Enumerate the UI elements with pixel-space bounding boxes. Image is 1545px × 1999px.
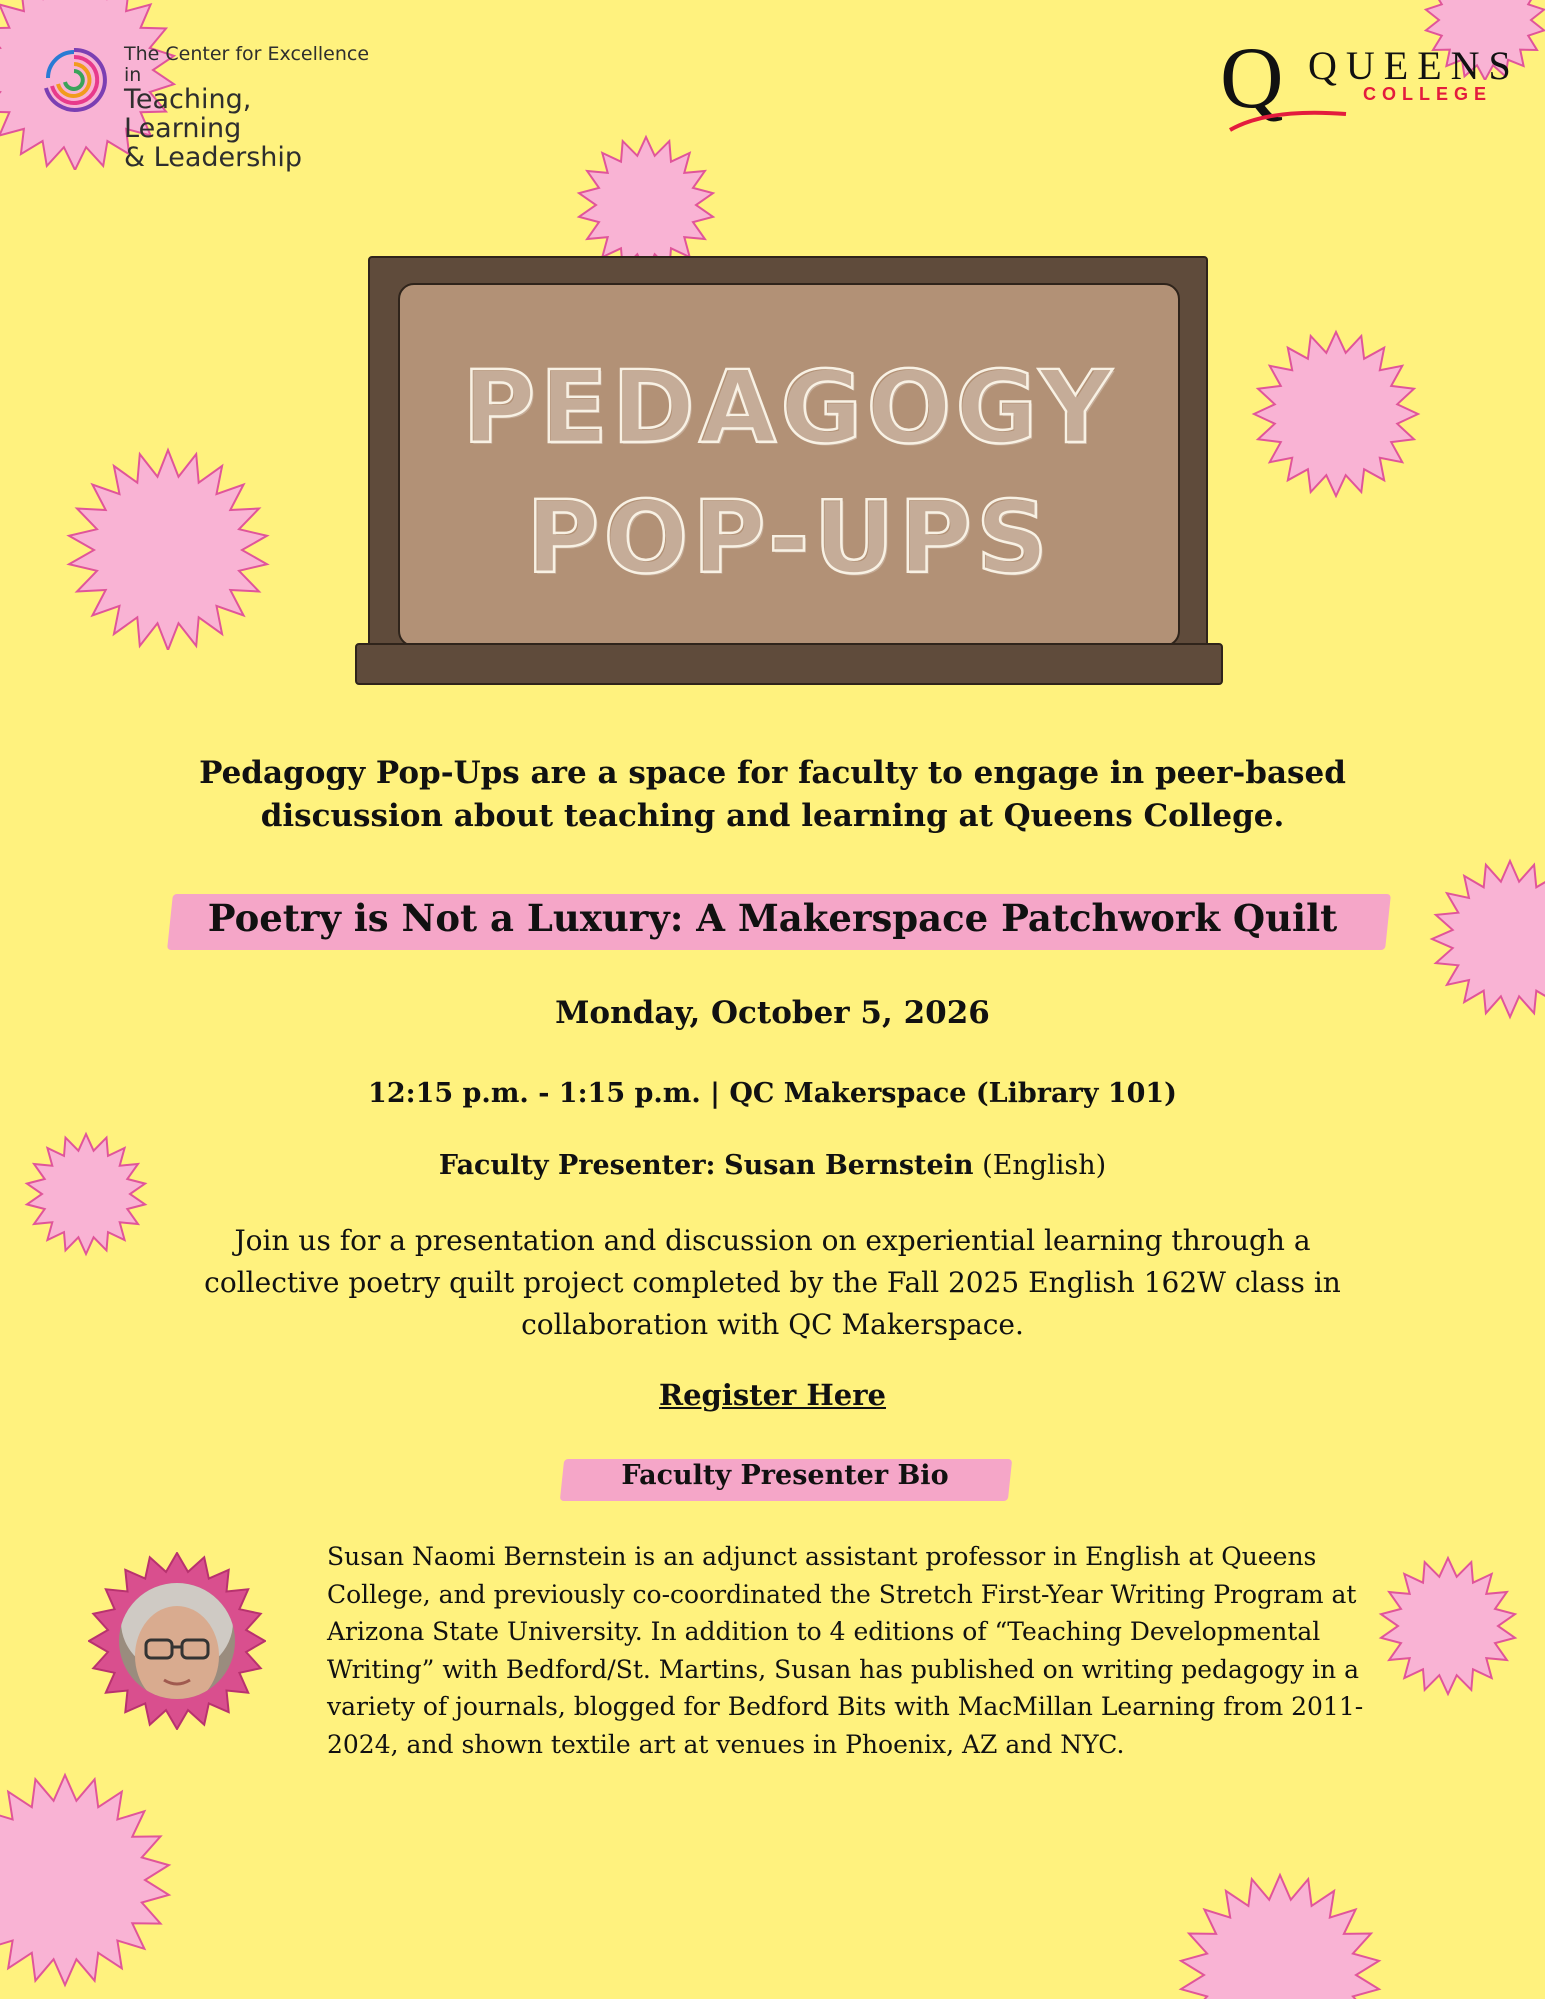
starburst-decoration xyxy=(20,1128,150,1258)
cetl-logo-line2: Teaching, Learning xyxy=(124,84,252,145)
event-date: Monday, October 5, 2026 xyxy=(555,995,990,1031)
presenter-label: Faculty Presenter xyxy=(438,1150,706,1181)
bio-heading: Faculty Presenter Bio xyxy=(621,1460,949,1491)
register-area xyxy=(0,1378,1545,1412)
starburst-decoration xyxy=(0,1760,190,1999)
event-description: Join us for a presentation and discussion on experiential learning through a collective poetry quilt project completed by the Fall 2025 English 162W class in collaboration with QC Makerspace. xyxy=(204,1224,1341,1341)
starburst-decoration xyxy=(1248,328,1428,498)
event-time-location: 12:15 p.m. - 1:15 p.m. | QC Makerspace (Library 101) xyxy=(368,1078,1177,1109)
qc-logo-letter: Q xyxy=(1220,30,1284,127)
presenter-name: Susan Bernstein xyxy=(724,1150,974,1181)
swirl-icon xyxy=(34,40,114,120)
intro-text: Pedagogy Pop-Ups are a space for faculty to engage in peer-based discussion about teaching and learning at Queens College. xyxy=(199,755,1346,834)
board-title-line2: POP-UPS xyxy=(526,479,1052,596)
cetl-logo-line3: & Leadership xyxy=(124,142,303,174)
chalkboard-ledge xyxy=(355,643,1223,685)
bio-text: Susan Naomi Bernstein is an adjunct assistant professor in English at Queens College, and previously co-coordinated the Stretch First-Year Writing Program at Arizona State University. In addition to 4 editions of “Teaching Developmental Writing” with Bedford/St. Martins, Susan has published on writing pedagogy in a variety of journals, blogged for Bedford Bits with MacMillan Learning from 2011-2024, and shown textile art at venues in Phoenix, AZ and NYC. xyxy=(327,1542,1364,1759)
register-link[interactable]: Register Here xyxy=(659,1378,886,1412)
chalkboard xyxy=(368,256,1208,649)
qc-logo-name: QUEENS xyxy=(1308,43,1520,88)
starburst-decoration xyxy=(1165,1860,1395,1999)
event-title: Poetry is Not a Luxury: A Makerspace Patchwork Quilt xyxy=(207,896,1338,940)
queens-college-logo xyxy=(1220,30,1520,130)
presenter-photo xyxy=(88,1552,266,1730)
cetl-logo xyxy=(34,40,374,174)
board-title-line1: PEDAGOGY xyxy=(462,349,1116,466)
cetl-logo-line1: The Center for Excellence in xyxy=(124,43,370,86)
faculty-presenter: Faculty Presenter: Susan Bernstein (English) xyxy=(438,1150,1107,1181)
qc-logo-sub: COLLEGE xyxy=(1363,84,1493,104)
starburst-decoration xyxy=(1372,1552,1522,1702)
chalkboard-panel xyxy=(398,283,1180,647)
starburst-decoration xyxy=(58,440,278,650)
starburst-decoration xyxy=(566,130,726,270)
qc-swoosh-icon xyxy=(1228,106,1348,136)
presenter-dept: (English) xyxy=(982,1150,1107,1181)
